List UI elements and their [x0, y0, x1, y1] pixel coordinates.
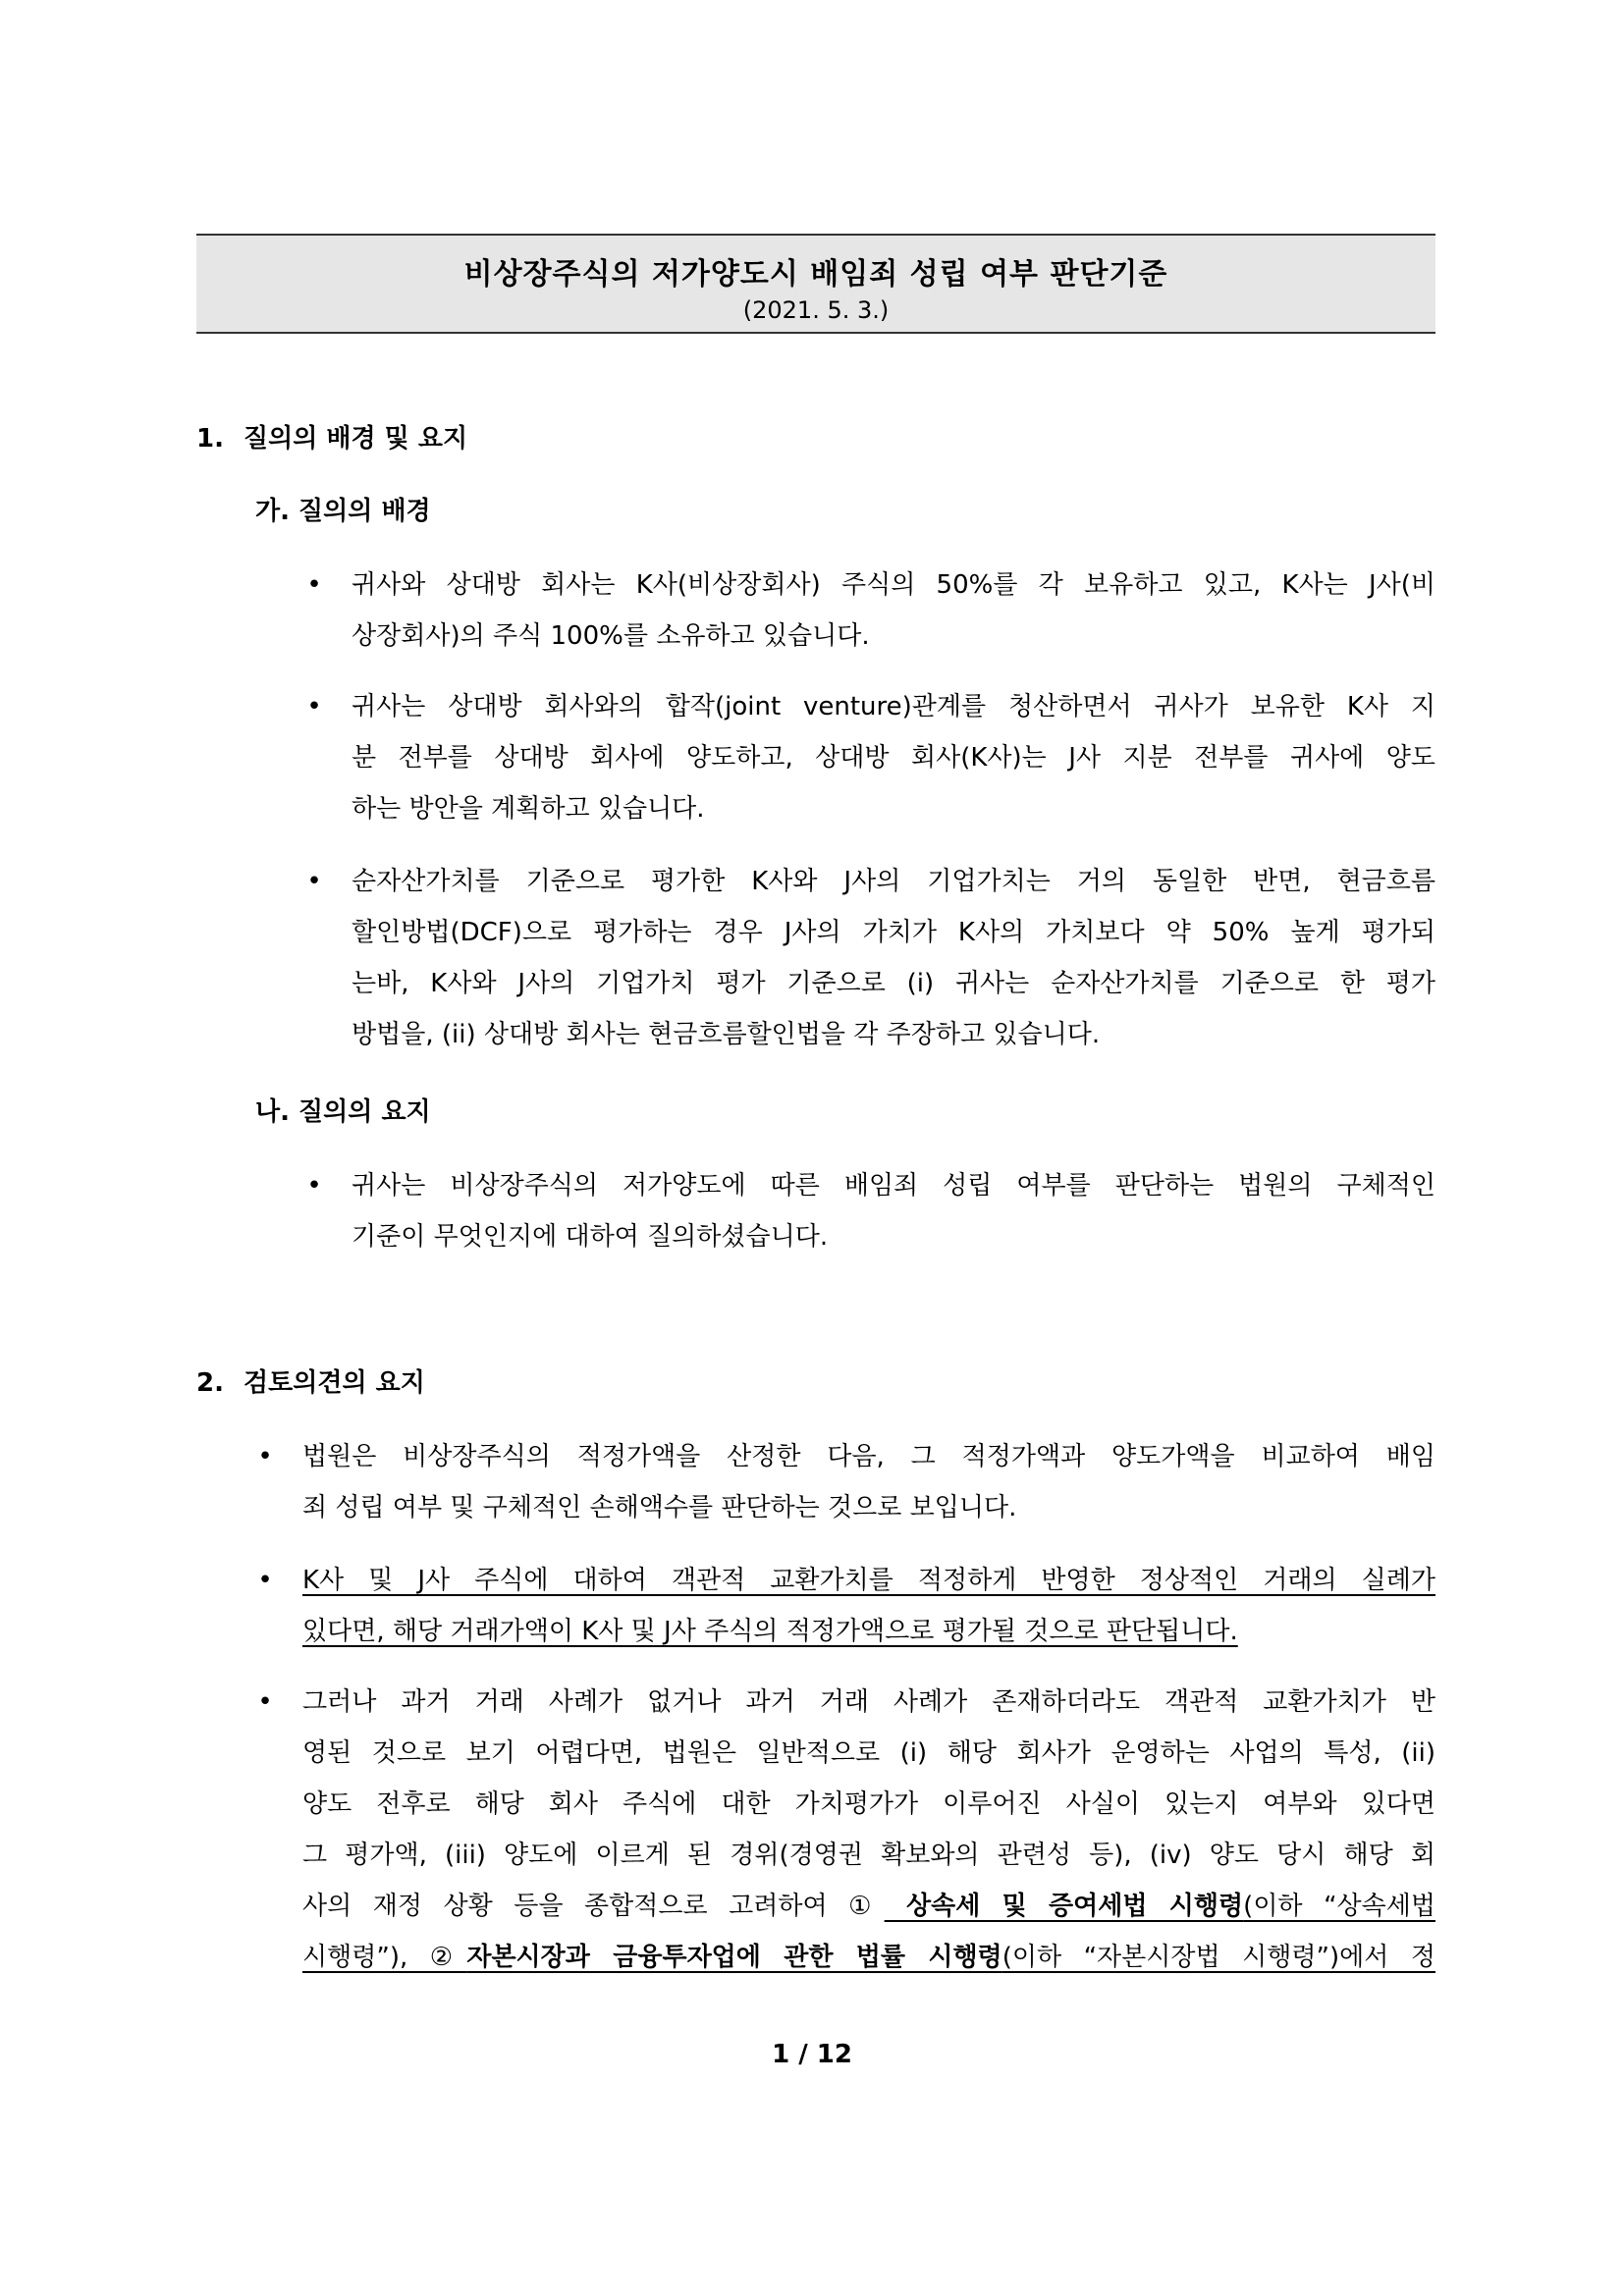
bullet-item [306, 681, 1435, 834]
bullet-line: 하는 방안을 계획하고 있습니다. [352, 794, 705, 824]
bullet-line: 있다면, 해당 거래가액이 K사 및 J사 주식의 적정가액으로 평가될 것으로 판단됩니다. [302, 1617, 1238, 1646]
bullet-line: 할인방법(DCF)으로 평가하는 경우 J사의 가치가 K사의 가치보다 약 50% 높게 평가되 [352, 918, 1435, 947]
bullet-line-mixed [302, 1881, 1435, 1932]
section-1-number: 1. [196, 424, 224, 454]
bullet-line: 그 평가액, (iii) 양도에 이르게 된 경위(경영권 확보와의 관련성 등), (iv) 양도 당시 해당 회 [302, 1841, 1435, 1870]
text-run-underlined: 시행령”), ② [302, 1943, 467, 1972]
bullet-icon: • [306, 570, 322, 600]
document-date: (2021. 5. 3.) [742, 296, 890, 324]
bullet-item [257, 1431, 1435, 1533]
bullet-icon: • [257, 1442, 273, 1471]
section-1-heading [196, 418, 467, 454]
bullet-icon: • [257, 1687, 273, 1717]
bullet-line: 영된 것으로 보기 어렵다면, 법원은 일반적으로 (i) 해당 회사가 운영하는 사업의 특성, (ii) [302, 1738, 1435, 1768]
emphasis-law-name: 자본시장과 금융투자업에 관한 법률 시행령 [466, 1943, 1002, 1972]
bullet-line: 분 전부를 상대방 회사에 양도하고, 상대방 회사(K사)는 J사 지분 전부를 귀사에 양도 [352, 743, 1435, 773]
bullet-line: 상장회사)의 주식 100%를 소유하고 있습니다. [352, 621, 870, 651]
document-title: 비상장주식의 저가양도시 배임죄 성립 여부 판단기준 [463, 257, 1168, 292]
text-run-underlined: (이하 “상속세법 [1243, 1892, 1435, 1921]
bullet-item [257, 1677, 1435, 1983]
bullet-item-underlined [257, 1555, 1435, 1657]
bullet-line: 귀사와 상대방 회사는 K사(비상장회사) 주식의 50%를 각 보유하고 있고, K사는 J사(비 [352, 570, 1435, 600]
section-1-title: 질의의 배경 및 요지 [244, 424, 468, 454]
bullet-line: 양도 전후로 해당 회사 주식에 대한 가치평가가 이루어진 사실이 있는지 여부와 있다면 [302, 1789, 1435, 1819]
title-box [196, 234, 1435, 334]
bullet-line-mixed [302, 1932, 1435, 1983]
text-run: 사의 재정 상황 등을 종합적으로 고려하여 ① [302, 1892, 885, 1921]
bullet-line: 는바, K사와 J사의 기업가치 평가 기준으로 (i) 귀사는 순자산가치를 기준으로 한 평가 [352, 969, 1435, 998]
emphasis-law-name: 상속세 및 증여세법 시행령 [884, 1892, 1244, 1921]
bullet-line: 법원은 비상장주식의 적정가액을 산정한 다음, 그 적정가액과 양도가액을 비교하여 배임 [302, 1442, 1435, 1471]
bullet-icon: • [306, 692, 322, 721]
subsection-b-heading: 나. 질의의 요지 [255, 1097, 431, 1127]
bullet-item [306, 1160, 1435, 1262]
page-number: 1 / 12 [772, 2040, 852, 2069]
section-2-title: 검토의견의 요지 [244, 1368, 425, 1398]
bullet-line: 방법을, (ii) 상대방 회사는 현금흐름할인법을 각 주장하고 있습니다. [352, 1020, 1101, 1049]
bullet-line: 그러나 과거 거래 사례가 없거나 과거 거래 사례가 존재하더라도 객관적 교환가치가 반 [302, 1687, 1435, 1717]
text-run-underlined: (이하 “자본시장법 시행령”)에서 정 [1001, 1943, 1435, 1972]
bullet-line: 순자산가치를 기준으로 평가한 K사와 J사의 기업가치는 거의 동일한 반면, 현금흐름 [352, 867, 1435, 896]
bullet-icon: • [306, 867, 322, 896]
bullet-item [306, 856, 1435, 1060]
subsection-a-heading: 가. 질의의 배경 [255, 497, 431, 526]
section-2-heading [196, 1362, 425, 1399]
bullet-line: 귀사는 비상장주식의 저가양도에 따른 배임죄 성립 여부를 판단하는 법원의 구체적인 [352, 1171, 1435, 1201]
bullet-line: 기준이 무엇인지에 대하여 질의하셨습니다. [352, 1222, 829, 1252]
bullet-icon: • [257, 1566, 273, 1595]
bullet-line: 귀사는 상대방 회사와의 합작(joint venture)관계를 청산하면서 귀사가 보유한 K사 지 [352, 692, 1435, 721]
bullet-line: K사 및 J사 주식에 대하여 객관적 교환가치를 적정하게 반영한 정상적인 거래의 실례가 [302, 1566, 1435, 1595]
section-2-number: 2. [196, 1368, 224, 1398]
bullet-item [306, 560, 1435, 662]
bullet-line: 죄 성립 여부 및 구체적인 손해액수를 판단하는 것으로 보입니다. [302, 1493, 1017, 1522]
bullet-icon: • [306, 1171, 322, 1201]
